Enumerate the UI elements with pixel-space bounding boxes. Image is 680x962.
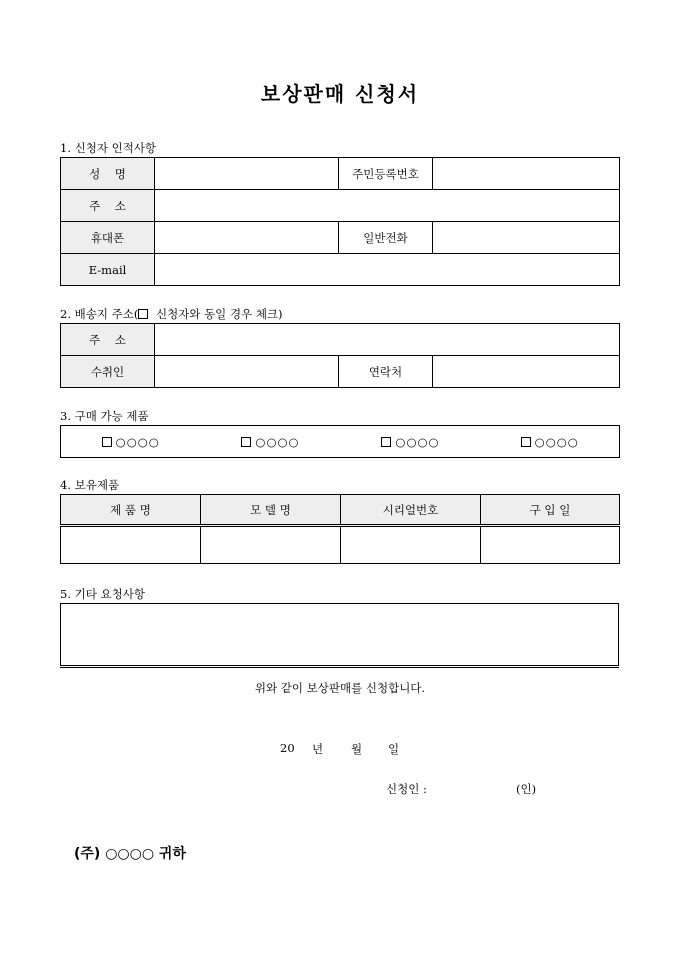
date-day: 일 <box>388 742 400 756</box>
product-option[interactable] <box>481 426 620 458</box>
column-header-purchase-date: 구 입 일 <box>481 495 620 526</box>
address-label: 주 소 <box>61 190 155 222</box>
serial-number-field[interactable] <box>341 526 481 564</box>
product-option-label: ○○○○ <box>395 434 440 449</box>
rrn-field[interactable] <box>433 158 620 190</box>
product-name-field[interactable] <box>61 526 201 564</box>
address-field[interactable] <box>155 190 620 222</box>
addressee: (주) ○○○○ 귀하 <box>74 846 186 862</box>
document-title: 보상판매 신청서 <box>260 82 420 106</box>
product-option[interactable] <box>61 426 201 458</box>
declaration-sentence: 위와 같이 보상판매를 신청합니다. <box>254 681 426 695</box>
product-option[interactable] <box>341 426 481 458</box>
column-header-serial-number: 시리얼번호 <box>341 495 481 526</box>
recipient-field[interactable] <box>155 356 339 388</box>
product-option[interactable] <box>201 426 341 458</box>
email-label: E-mail <box>61 254 155 286</box>
product-option-label: ○○○○ <box>115 434 160 449</box>
separator-line <box>60 665 619 668</box>
contact-field[interactable] <box>433 356 620 388</box>
shipping-address-table <box>60 323 620 388</box>
section4-heading: 4. 보유제품 <box>60 478 120 492</box>
seal-mark: (인) <box>516 782 537 796</box>
other-requests-field[interactable] <box>61 604 619 666</box>
product-option-checkbox[interactable] <box>241 437 251 447</box>
date-year: 년 <box>312 742 324 756</box>
column-header-model-name: 모 델 명 <box>201 495 341 526</box>
product-option-checkbox[interactable] <box>102 437 112 447</box>
model-name-field[interactable] <box>201 526 341 564</box>
shipping-address-field[interactable] <box>155 324 620 356</box>
date-year-prefix: 20 <box>280 741 295 755</box>
other-requests-table <box>60 603 619 666</box>
section3-heading: 3. 구매 가능 제품 <box>60 409 149 423</box>
name-label: 성 명 <box>61 158 155 190</box>
shipping-address-label: 주 소 <box>61 324 155 356</box>
recipient-label: 수취인 <box>61 356 155 388</box>
mobile-label: 휴대폰 <box>61 222 155 254</box>
applicant-info-table <box>60 157 620 286</box>
section2-heading-suffix: 신청자와 동일 경우 체크) <box>152 307 283 321</box>
products-available-table <box>60 425 620 458</box>
name-field[interactable] <box>155 158 339 190</box>
same-as-applicant-checkbox[interactable] <box>138 309 148 319</box>
product-option-label: ○○○○ <box>255 434 300 449</box>
column-header-product-name: 제 품 명 <box>61 495 201 526</box>
section2-heading-prefix: 2. 배송지 주소( <box>60 307 139 321</box>
phone-field[interactable] <box>433 222 620 254</box>
section5-heading: 5. 기타 요청사항 <box>60 587 145 601</box>
section1-heading: 1. 신청자 인적사항 <box>60 141 157 155</box>
applicant-label: 신청인 : <box>386 782 427 796</box>
section2-heading <box>60 306 283 322</box>
product-option-checkbox[interactable] <box>521 437 531 447</box>
rrn-label: 주민등록번호 <box>339 158 433 190</box>
product-option-checkbox[interactable] <box>381 437 391 447</box>
phone-label: 일반전화 <box>339 222 433 254</box>
email-field[interactable] <box>155 254 620 286</box>
owned-products-table <box>60 494 620 564</box>
date-month: 월 <box>351 742 363 756</box>
mobile-field[interactable] <box>155 222 339 254</box>
purchase-date-field[interactable] <box>481 526 620 564</box>
contact-label: 연락처 <box>339 356 433 388</box>
product-option-label: ○○○○ <box>534 434 579 449</box>
